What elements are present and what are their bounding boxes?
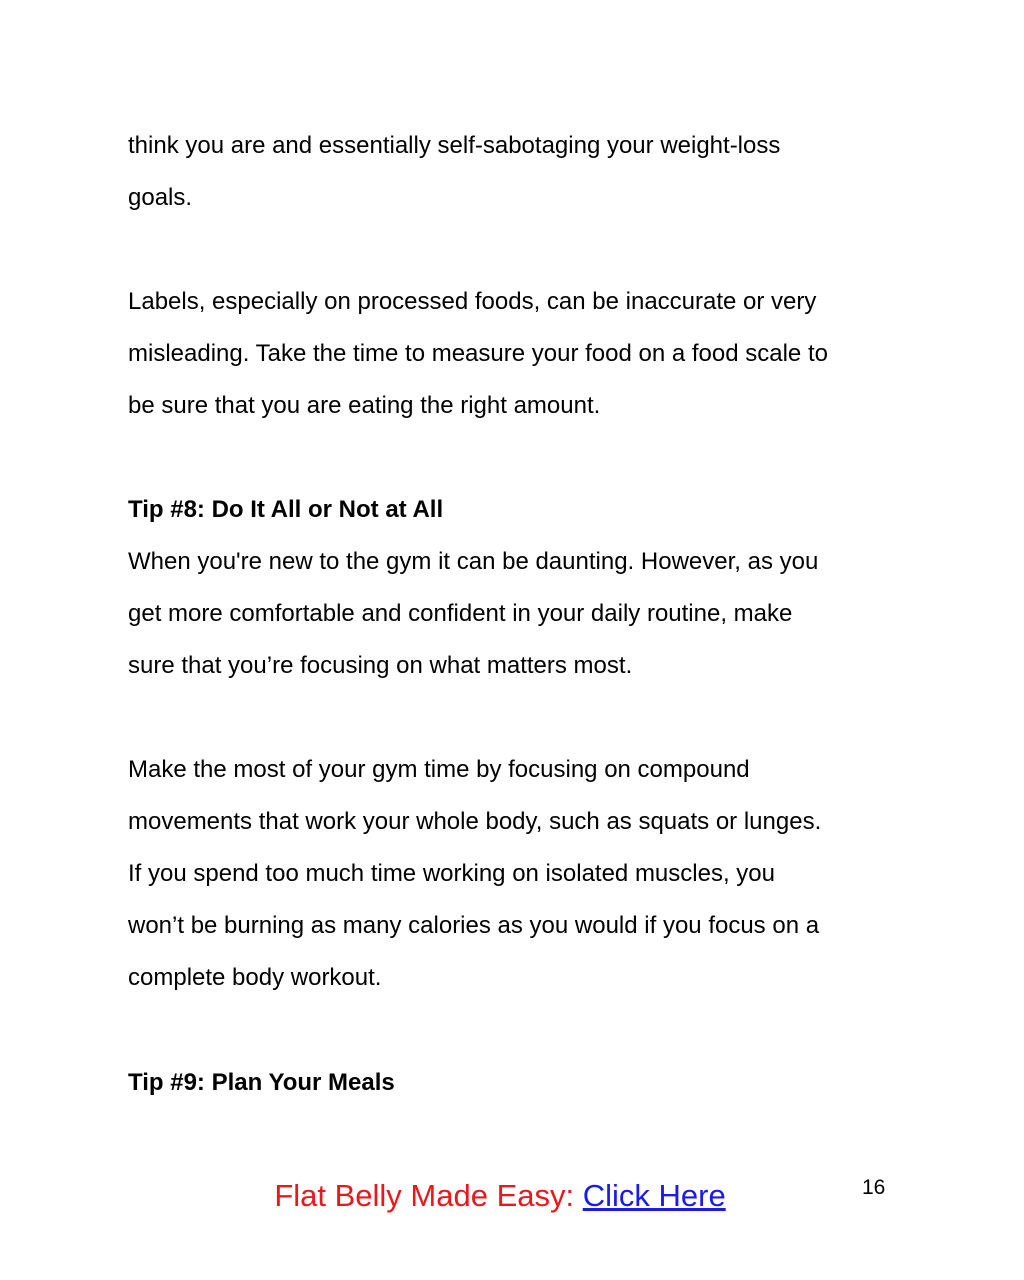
footer-label: Flat Belly Made Easy: <box>274 1178 583 1213</box>
paragraph-line: won’t be burning as many calories as you would if you focus on a <box>128 912 820 939</box>
paragraph-line: movements that work your whole body, such as squats or lunges. <box>128 808 822 835</box>
paragraph-line: think you are and essentially self-sabotaging your weight-loss <box>128 132 781 159</box>
section-heading-tip-8: Tip #8: Do It All or Not at All <box>128 496 444 523</box>
click-here-link[interactable]: Click Here <box>582 1178 726 1213</box>
paragraph-line: When you're new to the gym it can be daunting. However, as you <box>128 548 819 575</box>
page-number: 16 <box>862 1176 886 1199</box>
paragraph-line: be sure that you are eating the right amount. <box>128 392 601 419</box>
paragraph-line: misleading. Take the time to measure your food on a food scale to <box>128 340 828 367</box>
paragraph-line: Make the most of your gym time by focusing on compound <box>128 756 750 783</box>
paragraph-line: goals. <box>128 184 193 211</box>
paragraph-line: Labels, especially on processed foods, can be inaccurate or very <box>128 288 817 315</box>
paragraph-line: get more comfortable and confident in your daily routine, make <box>128 600 793 627</box>
paragraph-line: complete body workout. <box>128 964 382 991</box>
section-heading-tip-9: Tip #9: Plan Your Meals <box>128 1069 395 1096</box>
paragraph-line: sure that you’re focusing on what matters most. <box>128 652 633 679</box>
paragraph-line: If you spend too much time working on isolated muscles, you <box>128 860 775 887</box>
footer-promo <box>0 1176 1000 1216</box>
